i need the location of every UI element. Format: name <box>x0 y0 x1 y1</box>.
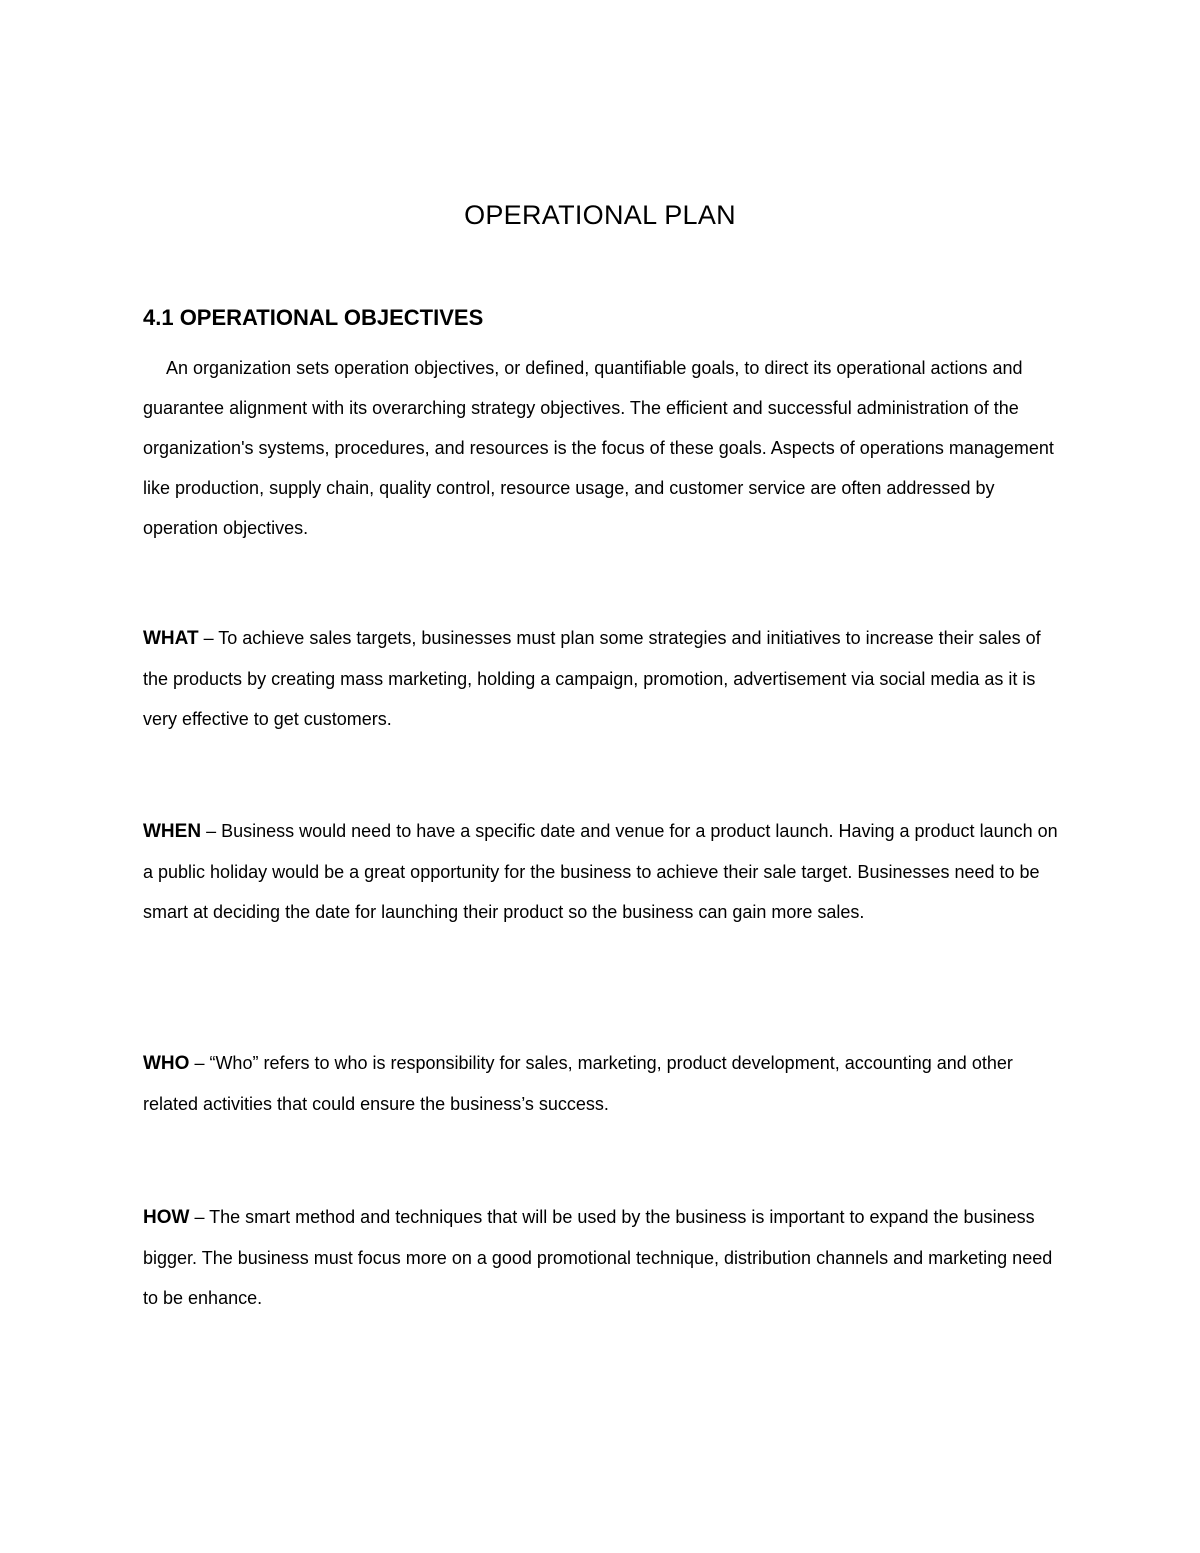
document-title: OPERATIONAL PLAN <box>464 200 736 230</box>
section-heading: 4.1 OPERATIONAL OBJECTIVES <box>143 305 484 330</box>
how-paragraph <box>143 1197 1063 1318</box>
intro-paragraph: An organization sets operation objectives, or defined, quantifiable goals, to direct its operational actions and guarantee alignment with its overarching strategy objectives. The efficient and successful administration of the organization's systems, procedures, and resources is the focus of these goals. Aspects of operations management like production, supply chain, quality control, resource usage, and customer service are often addressed by operation objectives. <box>143 358 1054 538</box>
what-label: WHAT <box>143 628 199 649</box>
what-paragraph <box>143 618 1063 739</box>
when-text: – Business would need to have a specific date and venue for a product launch. Having a product launch on a public holiday would be a great opportunity for the business to achieve their sale target. Businesses need to be smart at deciding the date for launching their product so the business can gain more sales. <box>143 821 1058 922</box>
how-label: HOW <box>143 1207 190 1228</box>
who-text: – “Who” refers to who is responsibility for sales, marketing, product development, accounting and other related activities that could ensure the business’s success. <box>143 1053 1013 1114</box>
who-paragraph <box>143 1043 1063 1124</box>
when-label: WHEN <box>143 821 202 842</box>
how-text: – The smart method and techniques that will be used by the business is important to expand the business bigger. The business must focus more on a good promotional technique, distribution channels and marketing need to be enhance. <box>143 1207 1053 1308</box>
what-text: – To achieve sales targets, businesses must plan some strategies and initiatives to increase their sales of the products by creating mass marketing, holding a campaign, promotion, advertisement via social media as it is very effective to get customers. <box>143 628 1041 729</box>
when-paragraph <box>143 811 1063 932</box>
who-label: WHO <box>143 1053 190 1074</box>
